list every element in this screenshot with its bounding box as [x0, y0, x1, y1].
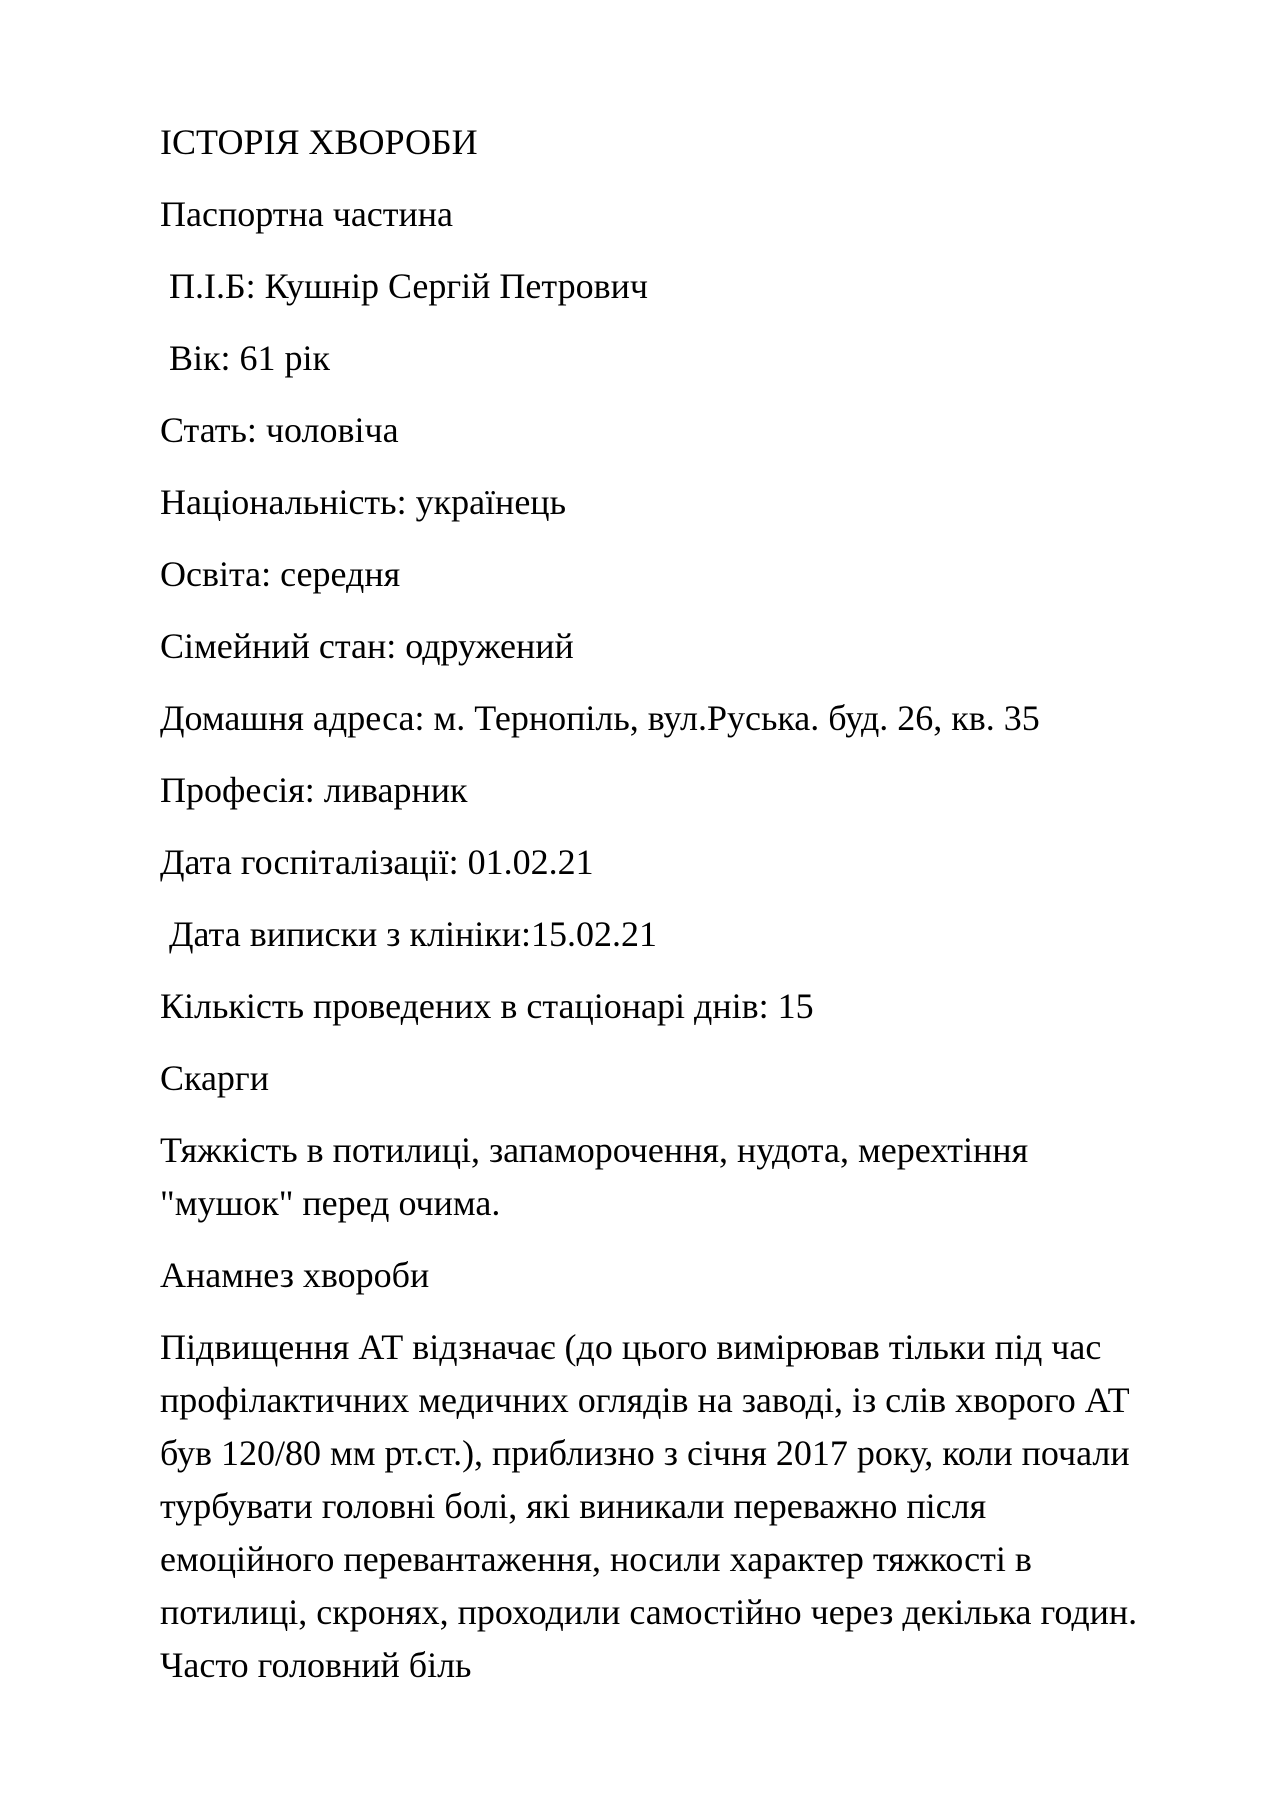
field-profession: Професія: ливарник: [160, 770, 468, 810]
field-full-name: П.І.Б: Кушнір Сергій Петрович: [160, 266, 648, 306]
field-sex: Стать: чоловіча: [160, 410, 399, 450]
page-title: ІСТОРІЯ ХВОРОБИ: [160, 122, 478, 162]
section-heading-anamnesis: Анамнез хвороби: [160, 1255, 430, 1295]
section-heading-passport: Паспортна частина: [160, 194, 454, 234]
field-days-in-hospital: Кількість проведених в стаціонарі днів: 15: [160, 986, 814, 1026]
anamnesis-text: Підвищення АТ відзначає (до цього вимірював тільки під час профілактичних медичних оглядів на заводі, із слів хворого АТ був 120/80 мм рт.ст.), приблизно з січня 2017 року, коли почали турбувати головні болі, які виникали переважно після емоційного перевантаження, носили характер тяжкості в потилиці, скронях, проходили самостійно через декілька годин. Часто головний біль: [160, 1327, 1147, 1685]
field-nationality: Національність: українець: [160, 482, 566, 522]
field-hospitalization-date: Дата госпіталізації: 01.02.21: [160, 842, 594, 882]
field-home-address: Домашня адреса: м. Тернопіль, вул.Руська. буд. 26, кв. 35: [160, 698, 1040, 738]
field-discharge-date: Дата виписки з клініки:15.02.21: [160, 914, 657, 954]
complaints-text: Тяжкість в потилиці, запаморочення, нудота, мерехтіння "мушок" перед очима.: [160, 1130, 1038, 1223]
section-heading-complaints: Скарги: [160, 1058, 269, 1098]
field-marital-status: Сімейний стан: одружений: [160, 626, 574, 666]
field-age: Вік: 61 рік: [160, 338, 330, 378]
field-education: Освіта: середня: [160, 554, 401, 594]
